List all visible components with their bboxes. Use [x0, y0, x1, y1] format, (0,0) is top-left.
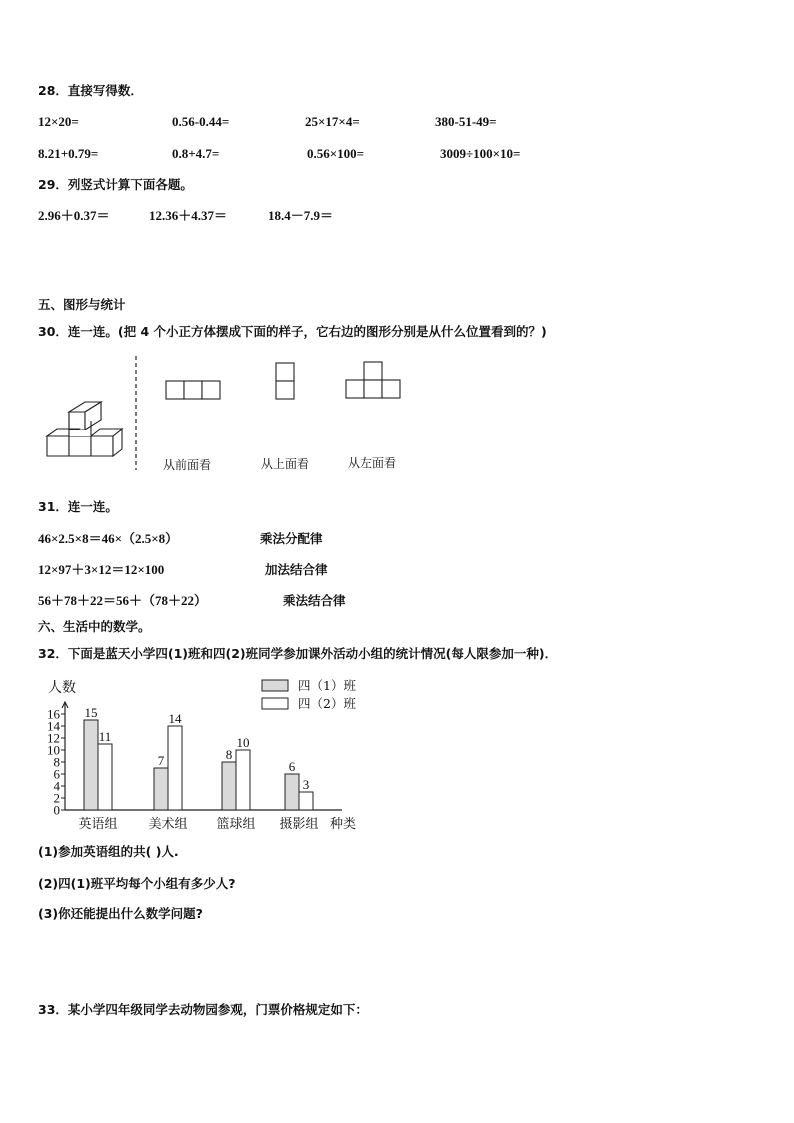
- y-tick-label: 8: [53, 754, 60, 770]
- bar-value-label: 8: [225, 747, 233, 762]
- q28-item: 3009÷100×10=: [440, 146, 521, 161]
- bar-value-label: 3: [302, 777, 310, 792]
- q28-item: 0.56-0.44=: [172, 114, 230, 129]
- q28-title: 28．直接写得数．: [38, 83, 143, 98]
- q28-item: 12×20=: [38, 114, 79, 129]
- q31-law: 乘法结合律: [283, 593, 346, 608]
- category-label: 英语组: [78, 817, 118, 832]
- bar: [84, 720, 98, 810]
- q28-item: 0.8+4.7=: [172, 146, 220, 161]
- q33-title: 33．某小学四年级同学去动物园参观，门票价格规定如下：: [38, 1002, 368, 1017]
- bar-value-label: 7: [157, 753, 165, 768]
- legend-label: 四（2）班: [298, 696, 356, 711]
- bar-value-label: 11: [98, 729, 112, 744]
- y-tick-label: 12: [47, 730, 60, 746]
- q31-title: 31．连一连。: [38, 499, 118, 514]
- bar: [154, 768, 168, 810]
- view-label-left: 从左面看: [348, 456, 397, 470]
- y-tick-label: 0: [53, 802, 60, 818]
- q29-item: 18.4－7.9＝: [268, 208, 334, 223]
- y-tick-label: 14: [47, 718, 60, 734]
- q28-item: 380-51-49=: [435, 114, 497, 129]
- q31-expression: 46×2.5×8＝46×（2.5×8）: [38, 531, 179, 546]
- legend-swatch: [262, 698, 288, 709]
- q32-sub3: (3)你还能提出什么数学问题?: [38, 906, 203, 921]
- q29-title: 29．列竖式计算下面各题。: [38, 177, 193, 192]
- q28-item: 8.21+0.79=: [38, 146, 99, 161]
- section-six-heading: 六、生活中的数学。: [38, 619, 151, 634]
- bar-value-label: 15: [84, 705, 98, 720]
- bar: [236, 750, 250, 810]
- y-tick-label: 10: [47, 742, 60, 758]
- q28-item: 0.56×100=: [307, 146, 365, 161]
- x-axis-label: 种类: [330, 817, 357, 832]
- q28-item: 25×17×4=: [305, 114, 360, 129]
- category-label: 美术组: [148, 817, 188, 832]
- section-five-heading: 五、图形与统计: [38, 297, 126, 312]
- bar: [98, 744, 112, 810]
- view-label-front: 从前面看: [163, 458, 212, 472]
- q31-expression: 56＋78＋22＝56＋（78＋22）: [38, 593, 208, 608]
- y-tick-label: 4: [53, 778, 60, 794]
- q31-law: 乘法分配律: [260, 531, 323, 546]
- q32-sub2: (2)四(1)班平均每个小组有多少人?: [38, 876, 236, 891]
- bar: [222, 762, 236, 810]
- y-tick-label: 16: [47, 706, 60, 722]
- y-axis-label: 人数: [48, 680, 76, 696]
- bar: [168, 726, 182, 810]
- view-label-top: 从上面看: [261, 457, 310, 471]
- q30-title: 30．连一连。(把 4 个小正方体摆成下面的样子，它右边的图形分别是从什么位置看到的？): [38, 324, 547, 339]
- q29-item: 12.36＋4.37＝: [149, 208, 228, 223]
- y-tick-label: 2: [53, 790, 60, 806]
- q29-item: 2.96＋0.37＝: [38, 208, 110, 223]
- bar: [299, 792, 313, 810]
- category-label: 摄影组: [279, 817, 319, 832]
- bar-value-label: 10: [236, 735, 250, 750]
- q31-law: 加法结合律: [265, 562, 328, 577]
- bar-value-label: 6: [288, 759, 296, 774]
- y-tick-label: 6: [53, 766, 60, 782]
- q31-expression: 12×97＋3×12＝12×100: [38, 562, 165, 577]
- bar-value-label: 14: [168, 711, 182, 726]
- legend-swatch: [262, 680, 288, 691]
- bar: [285, 774, 299, 810]
- legend-label: 四（1）班: [298, 678, 356, 693]
- q32-sub1: (1)参加英语组的共( )人.: [38, 844, 179, 859]
- q32-title: 32．下面是蓝天小学四(1)班和四(2)班同学参加课外活动小组的统计情况(每人限参加一种)．: [38, 646, 558, 661]
- category-label: 篮球组: [216, 817, 256, 832]
